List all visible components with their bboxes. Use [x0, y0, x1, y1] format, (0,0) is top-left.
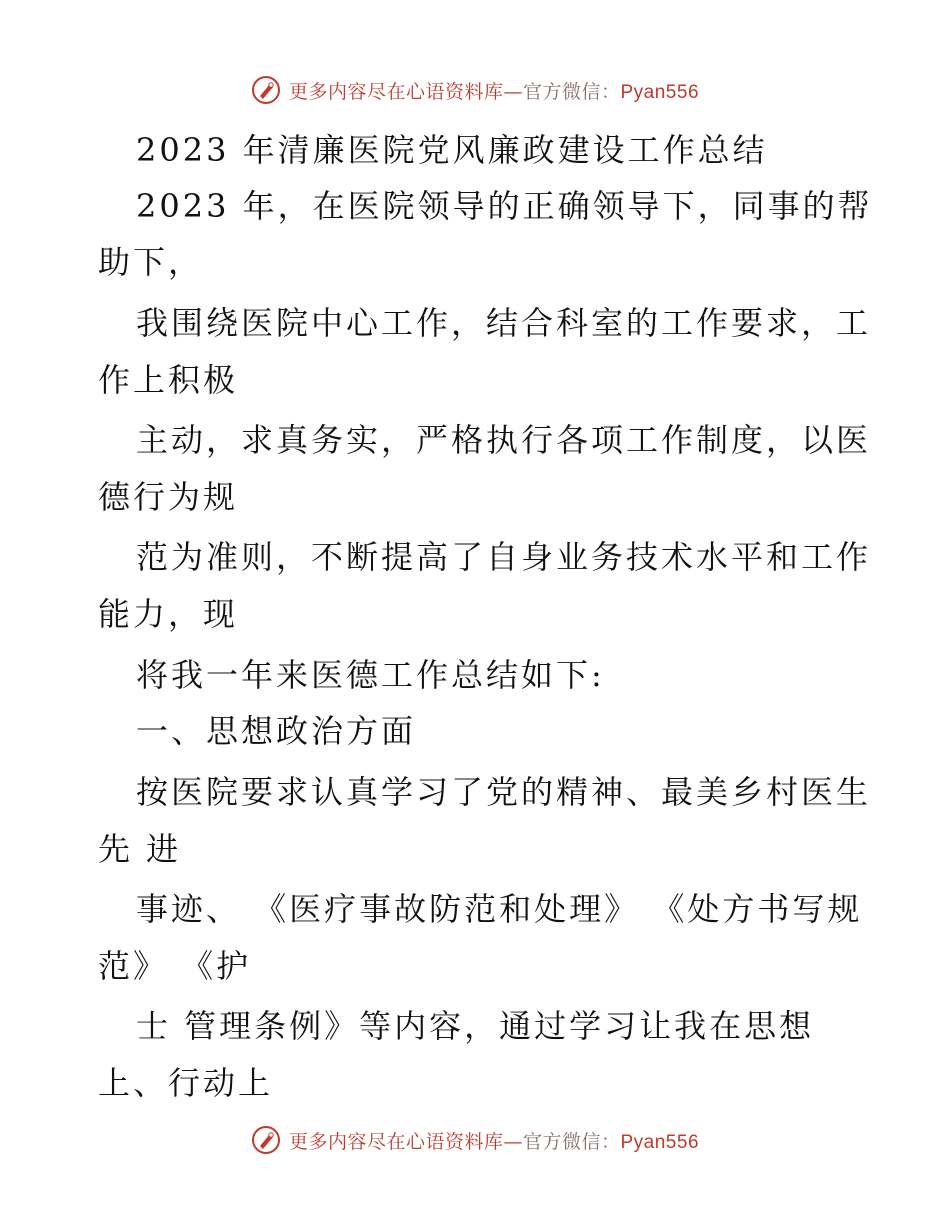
paragraph-line: 作上积极	[98, 361, 239, 399]
banner-separator: —	[503, 80, 523, 103]
paragraph-line: 2023 年，在医院领导的正确领导下，同事的帮	[136, 187, 873, 225]
paragraph-line: 范为准则，不断提高了自身业务技术水平和工作	[136, 538, 872, 576]
document-title: 2023 年清廉医院党风廉政建设工作总结	[136, 131, 768, 169]
paragraph-line: 主动，求真务实，严格执行各项工作制度，以医	[136, 421, 872, 459]
paragraph-line: 将我一年来医德工作总结如下:	[136, 656, 605, 694]
banner-main-text: 更多内容尽在心语资料库	[288, 80, 504, 103]
banner-separator: —	[503, 1130, 523, 1153]
paragraph-line: 先 进	[98, 830, 182, 868]
banner-text	[289, 77, 699, 104]
paragraph-line: 上、行动上	[98, 1064, 274, 1102]
banner-main-text: 更多内容尽在心语资料库	[288, 1130, 504, 1153]
paragraph-line: 德行为规	[98, 478, 239, 516]
pen-nib-logo-icon	[251, 75, 281, 105]
paragraph-line: 事迹、 《医疗事故防范和处理》 《处方书写规	[136, 890, 863, 928]
banner-wechat-id: Pyan556	[620, 81, 700, 103]
banner-wechat-label: 官方微信：	[522, 80, 621, 103]
paragraph-line: 助下，	[98, 243, 204, 281]
paragraph-line: 我围绕医院中心工作，结合科室的工作要求，工	[136, 304, 872, 342]
banner-wechat-id: Pyan556	[620, 1131, 700, 1153]
header-watermark-banner	[0, 70, 950, 110]
paragraph-line: 范》 《护	[98, 947, 252, 985]
paragraph-line: 士 管理条例》等内容，通过学习让我在思想	[136, 1007, 815, 1045]
paragraph-line: 按医院要求认真学习了党的精神、最美乡村医生	[136, 773, 872, 811]
banner-text	[289, 1127, 699, 1154]
paragraph-line: 能力，现	[98, 595, 239, 633]
pen-nib-logo-icon	[251, 1125, 281, 1155]
section-heading: 一、思想政治方面	[136, 712, 417, 750]
banner-wechat-label: 官方微信：	[522, 1130, 621, 1153]
footer-watermark-banner	[0, 1120, 950, 1160]
